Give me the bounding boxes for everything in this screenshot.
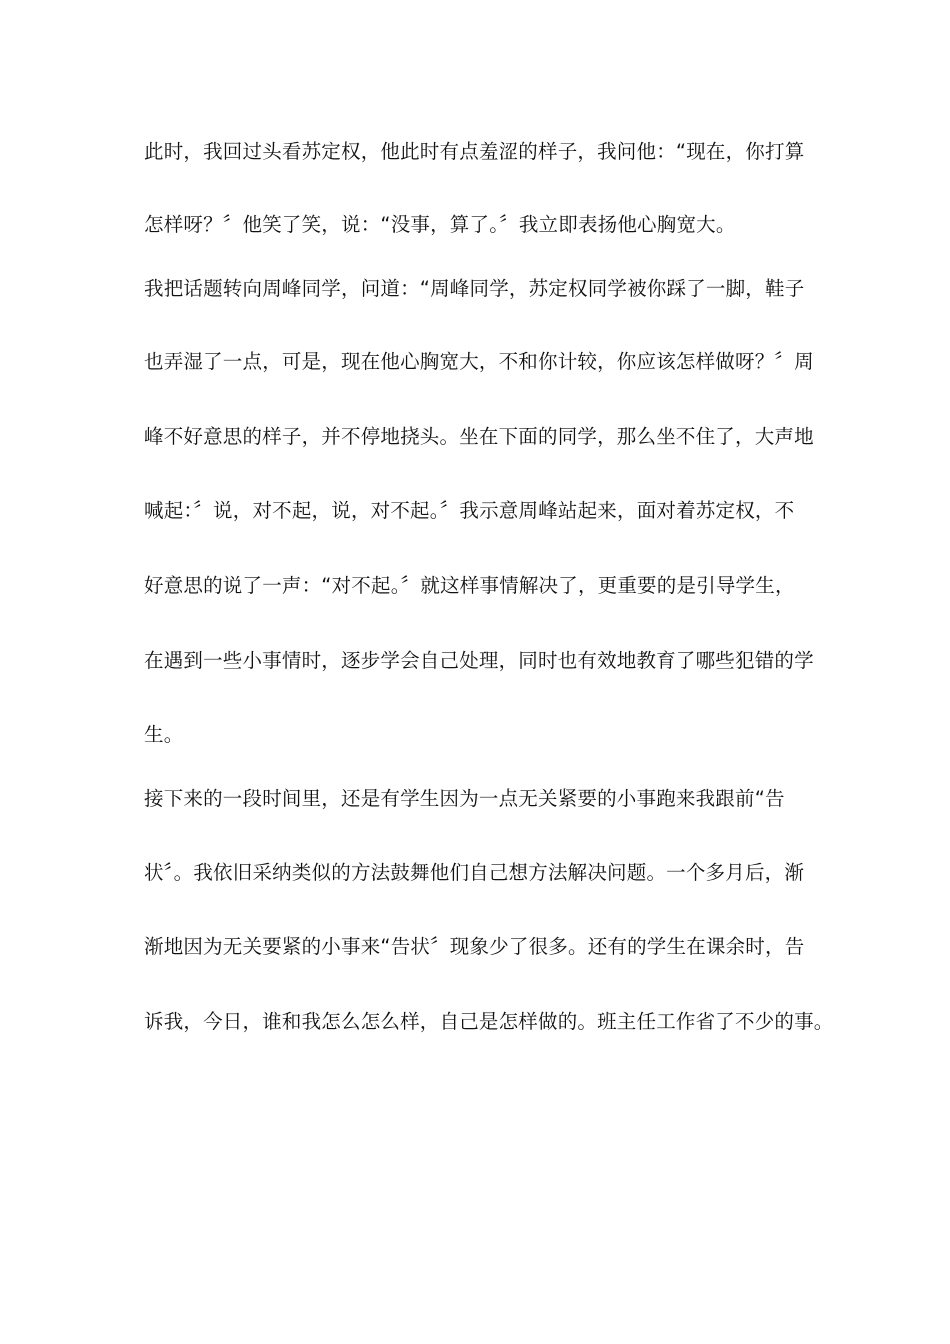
text-line: 状〞。我依旧采纳类似的方法鼓舞他们自己想方法解决问题。一个多月后，渐 bbox=[144, 861, 805, 884]
text-line: 接下来的一段时间里，还是有学生因为一点无关紧要的小事跑来我跟前“告 bbox=[144, 787, 785, 810]
text-line: 在遇到一些小事情时，逐步学会自己处理，同时也有效地教育了哪些犯错的学 bbox=[144, 649, 814, 672]
text-line: 怎样呀？〞他笑了笑，说：“没事，算了。〞我立即表扬他心胸宽大。 bbox=[144, 213, 736, 236]
text-line: 峰不好意思的样子，并不停地挠头。坐在下面的同学，那么坐不住了，大声地 bbox=[144, 425, 814, 448]
text-line: 此时，我回过头看苏定权，他此时有点羞涩的样子，我问他：“现在，你打算 bbox=[144, 140, 805, 163]
text-line: 好意思的说了一声：“对不起。〞就这样事情解决了，更重要的是引导学生， bbox=[144, 574, 795, 597]
text-line: 渐地因为无关要紧的小事来“告状〞现象少了很多。还有的学生在课余时，告 bbox=[144, 935, 805, 958]
text-line: 也弄湿了一点，可是，现在他心胸宽大，不和你计较，你应该怎样做呀？〞周 bbox=[144, 350, 814, 373]
text-line: 我把话题转向周峰同学，问道：“周峰同学，苏定权同学被你踩了一脚，鞋子 bbox=[144, 277, 805, 300]
text-line: 生。 bbox=[144, 723, 184, 746]
text-line: 诉我，今日，谁和我怎么怎么样，自己是怎样做的。班主任工作省了不少的事。 bbox=[144, 1010, 834, 1033]
text-line: 喊起：〞说，对不起，说，对不起。〞我示意周峰站起来，面对着苏定权，不 bbox=[144, 499, 795, 522]
